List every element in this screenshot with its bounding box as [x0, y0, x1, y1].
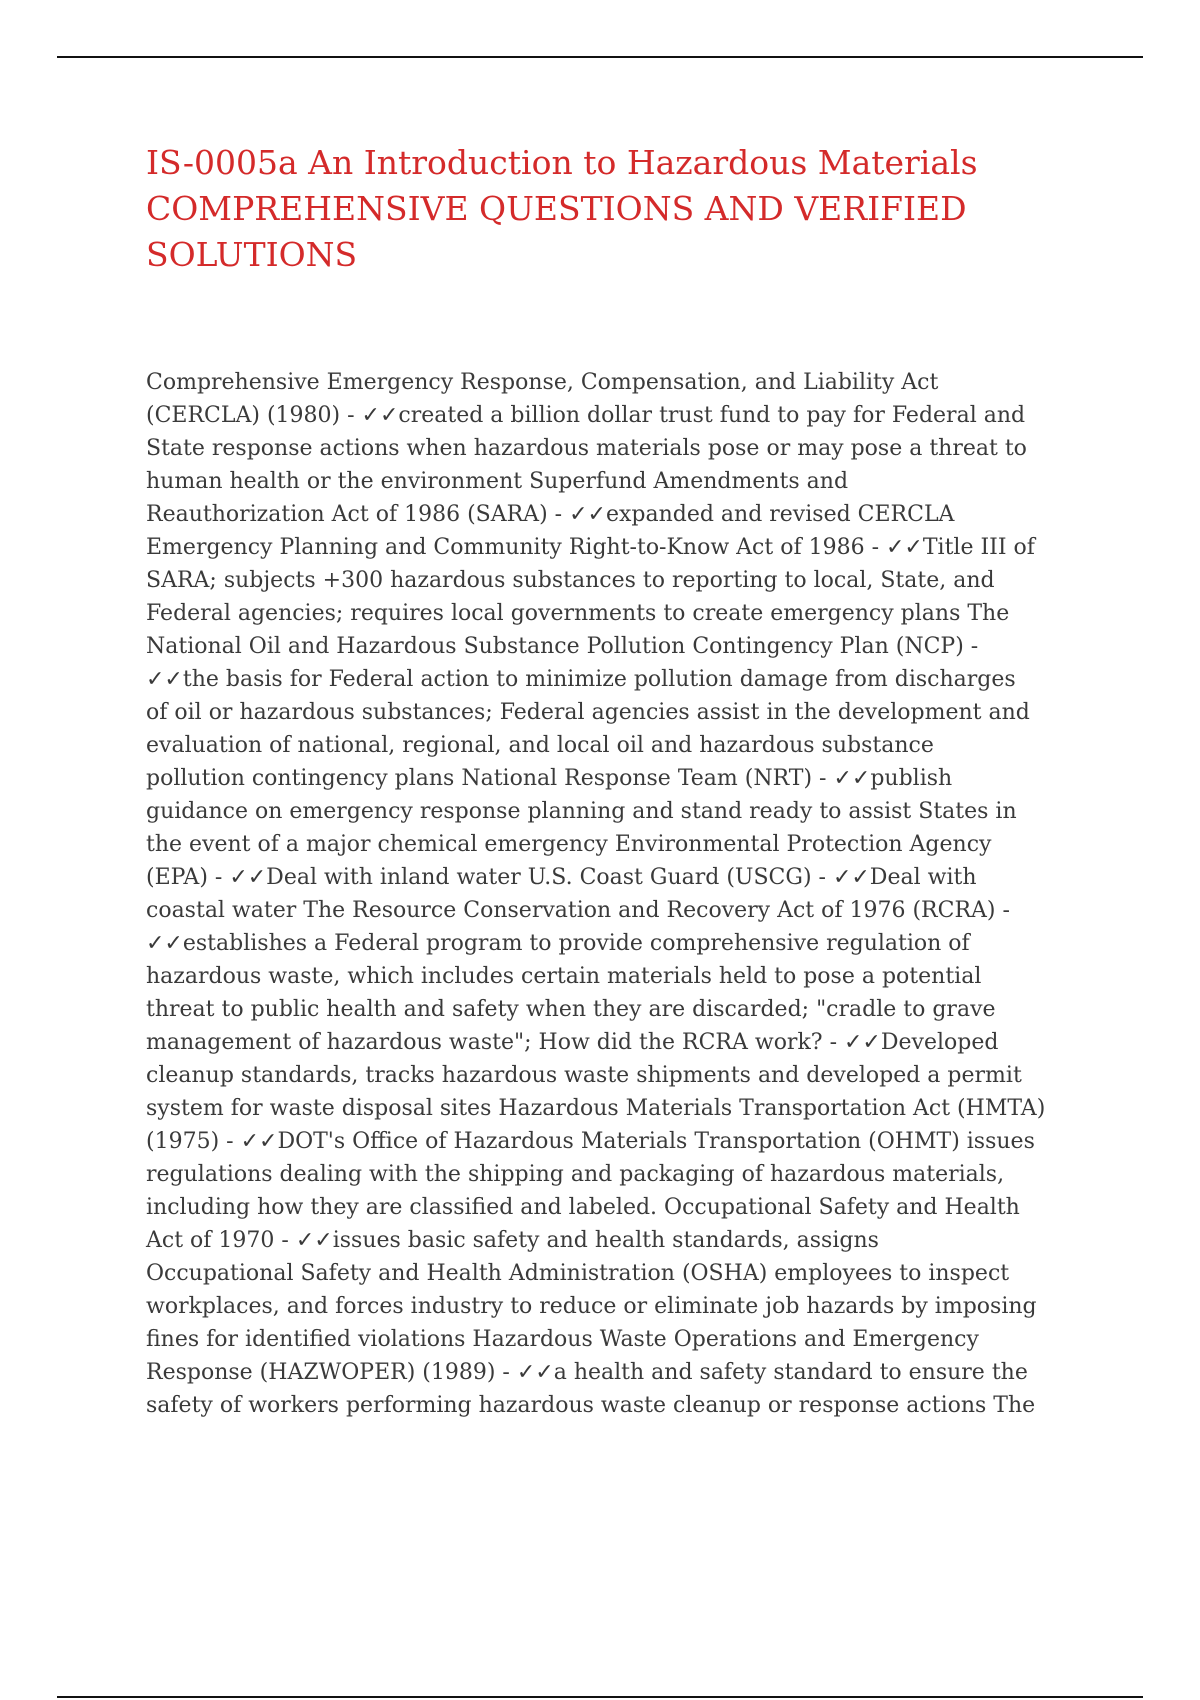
footer-rule [57, 1696, 1143, 1698]
title-line: IS-0005a An Introduction to Hazardous Materials [146, 143, 978, 182]
body-line: workplaces, and forces industry to reduce or eliminate job hazards by imposing [146, 1294, 1037, 1319]
body-line: Reauthorization Act of 1986 (SARA) - ✓✓expanded and revised CERCLA [146, 502, 955, 527]
body-line: Federal agencies; requires local governments to create emergency plans The [146, 601, 1010, 626]
header-rule [57, 56, 1143, 58]
body-line: Response (HAZWOPER) (1989) - ✓✓a health and safety standard to ensure the [146, 1360, 1028, 1385]
body-line: Act of 1970 - ✓✓issues basic safety and health standards, assigns [146, 1228, 879, 1253]
body-line: (1975) - ✓✓DOT's Office of Hazardous Materials Transportation (OHMT) issues [146, 1129, 1035, 1154]
body-line: threat to public health and safety when they are discarded; "cradle to grave [146, 997, 996, 1022]
body-line: (EPA) - ✓✓Deal with inland water U.S. Coast Guard (USCG) - ✓✓Deal with [146, 865, 977, 890]
title-line: SOLUTIONS [146, 235, 358, 274]
body-line: National Oil and Hazardous Substance Pollution Contingency Plan (NCP) - [146, 634, 979, 659]
body-line: State response actions when hazardous materials pose or may pose a threat to [146, 436, 1027, 461]
body-line: coastal water The Resource Conservation and Recovery Act of 1976 (RCRA) - [146, 898, 1010, 923]
document-body [146, 366, 1106, 1422]
body-line: SARA; subjects +300 hazardous substances to reporting to local, State, and [146, 568, 995, 593]
body-line: Emergency Planning and Community Right-to-Know Act of 1986 - ✓✓Title III of [146, 535, 1035, 560]
body-line: pollution contingency plans National Response Team (NRT) - ✓✓publish [146, 766, 953, 791]
body-line: (CERCLA) (1980) - ✓✓created a billion dollar trust fund to pay for Federal and [146, 403, 1026, 428]
document-title [146, 140, 1106, 278]
body-line: fines for identified violations Hazardous Waste Operations and Emergency [146, 1327, 979, 1352]
body-line: including how they are classified and labeled. Occupational Safety and Health [146, 1195, 1020, 1220]
title-line: COMPREHENSIVE QUESTIONS AND VERIFIED [146, 189, 967, 228]
body-line: cleanup standards, tracks hazardous waste shipments and developed a permit [146, 1063, 1022, 1088]
body-line: ✓✓establishes a Federal program to provide comprehensive regulation of [146, 931, 970, 956]
body-line: the event of a major chemical emergency Environmental Protection Agency [146, 832, 992, 857]
body-line: system for waste disposal sites Hazardous Materials Transportation Act (HMTA) [146, 1096, 1046, 1121]
body-line: Occupational Safety and Health Administration (OSHA) employees to inspect [146, 1261, 1010, 1286]
body-line: guidance on emergency response planning and stand ready to assist States in [146, 799, 1017, 824]
body-line: safety of workers performing hazardous waste cleanup or response actions The [146, 1393, 1036, 1418]
body-line: management of hazardous waste"; How did the RCRA work? - ✓✓Developed [146, 1030, 999, 1055]
body-line: Comprehensive Emergency Response, Compensation, and Liability Act [146, 370, 939, 395]
body-line: evaluation of national, regional, and local oil and hazardous substance [146, 733, 934, 758]
body-line: human health or the environment Superfund Amendments and [146, 469, 849, 494]
body-line: regulations dealing with the shipping and packaging of hazardous materials, [146, 1162, 1005, 1187]
body-line: of oil or hazardous substances; Federal agencies assist in the development and [146, 700, 1030, 725]
body-line: hazardous waste, which includes certain materials held to pose a potential [146, 964, 982, 989]
body-line: ✓✓the basis for Federal action to minimize pollution damage from discharges [146, 667, 1016, 692]
